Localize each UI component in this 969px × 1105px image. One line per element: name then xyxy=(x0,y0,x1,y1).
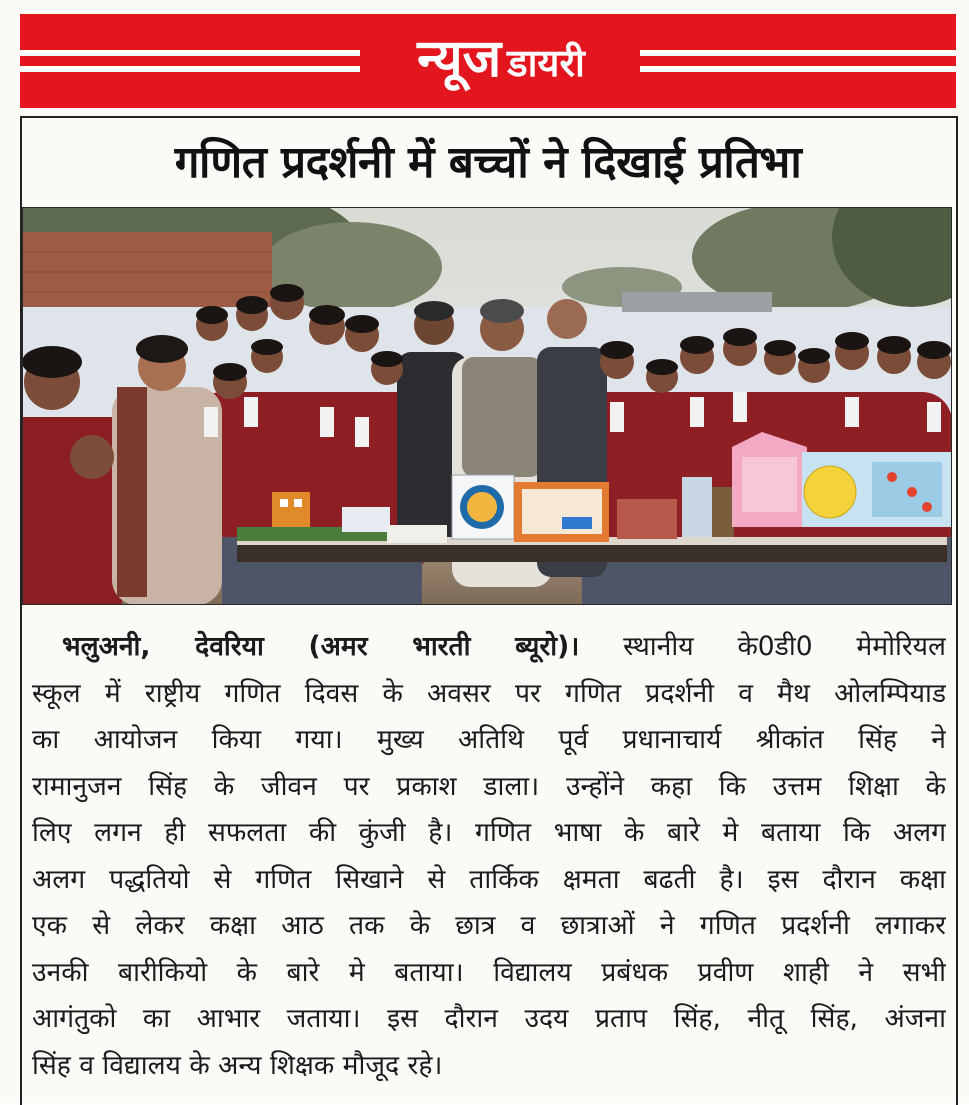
article-line: रामानुजन सिंह के जीवन पर प्रकाश डाला। उन्होंने कहा कि उत्तम शिक्षा के xyxy=(32,770,946,802)
masthead-rule xyxy=(640,50,956,56)
article-body xyxy=(32,624,946,1100)
article-line: अलग पद्धतियो से गणित सिखाने से तार्किक क्षमता बढती है। इस दौरान कक्षा xyxy=(32,863,946,895)
article-headline: गणित प्रदर्शनी में बच्चों ने दिखाई प्रतिभा xyxy=(174,137,802,188)
article-line: एक से लेकर कक्षा आठ तक के छात्र व छात्राओं ने गणित प्रदर्शनी लगाकर xyxy=(32,910,946,941)
news-photo xyxy=(22,207,952,605)
section-title-diary: डायरी xyxy=(507,41,585,85)
article-dateline: भलुअनी, देवरिया (अमर भारती ब्यूरो)। xyxy=(62,631,580,662)
section-title-news: न्यूज xyxy=(417,29,502,89)
article-line: आगंतुको का आभार जताया। इस दौरान उदय प्रताप सिंह, नीतू सिंह, अंजना xyxy=(32,1003,946,1034)
article-line xyxy=(32,624,946,671)
article-line: सिंह व विद्यालय के अन्य शिक्षक मौजूद रहे। xyxy=(32,1049,443,1081)
article-line-text: स्थानीय के0डी0 मेमोरियल xyxy=(579,631,946,662)
masthead-rule xyxy=(20,50,360,56)
article-line: लिए लगन ही सफलता की कुंजी है। गणित भाषा के बारे मे बताया कि अलग xyxy=(32,817,946,848)
masthead-rule xyxy=(640,66,956,72)
exhibition-photo-illustration xyxy=(22,207,952,605)
article-line: उनकी बारीकियो के बारे मे बताया। विद्यालय प्रबंधक प्रवीण शाही ने सभी xyxy=(32,956,946,988)
masthead-rule xyxy=(20,66,360,72)
article-line: का आयोजन किया गया। मुख्य अतिथि पूर्व प्रधानाचार्य श्रीकांत सिंह ने xyxy=(32,724,946,755)
section-title xyxy=(370,24,632,94)
masthead-banner xyxy=(20,14,956,108)
article-line: स्कूल में राष्ट्रीय गणित दिवस के अवसर पर गणित प्रदर्शनी व मैथ ओलम्पियाड xyxy=(32,677,946,709)
